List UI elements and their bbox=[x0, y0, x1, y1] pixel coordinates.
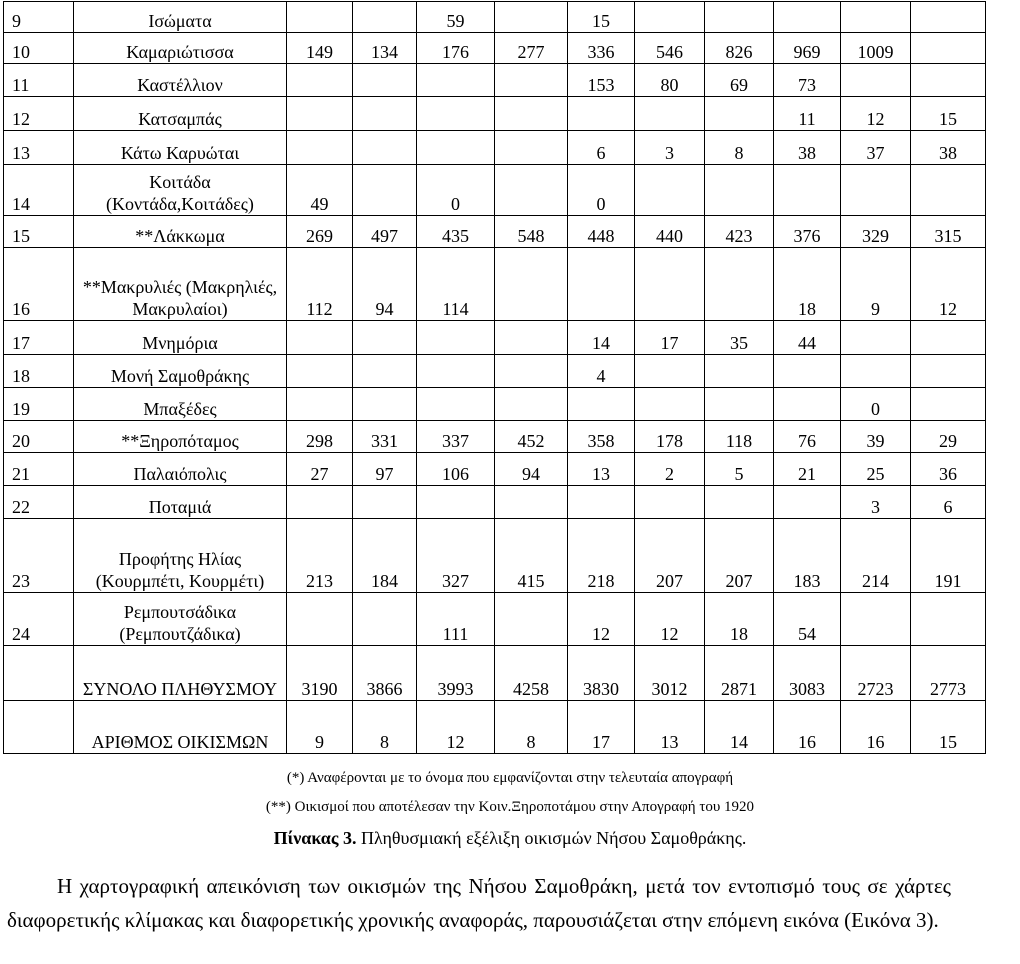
census-value bbox=[841, 321, 911, 355]
census-value bbox=[495, 165, 568, 216]
census-value bbox=[287, 97, 353, 131]
census-value: 6 bbox=[911, 486, 986, 519]
table-row bbox=[4, 165, 986, 216]
census-value: 134 bbox=[353, 33, 417, 64]
row-number: 10 bbox=[4, 33, 74, 64]
census-value bbox=[417, 64, 495, 97]
table-row bbox=[4, 97, 986, 131]
census-value bbox=[635, 248, 705, 321]
census-value: 218 bbox=[568, 519, 635, 593]
census-value bbox=[353, 131, 417, 165]
footnote-community: (**) Οικισμοί που αποτέλεσαν την Κοιν.Ξηροποτάμου στην Απογραφή του 1920 bbox=[265, 799, 755, 815]
census-value: 12 bbox=[568, 593, 635, 646]
census-value bbox=[287, 486, 353, 519]
census-value: 358 bbox=[568, 421, 635, 453]
table-row bbox=[4, 321, 986, 355]
census-value: 207 bbox=[635, 519, 705, 593]
census-value bbox=[841, 355, 911, 388]
census-value: 2 bbox=[635, 453, 705, 486]
census-value: 11 bbox=[774, 97, 841, 131]
row-number: 22 bbox=[4, 486, 74, 519]
census-value: 376 bbox=[774, 216, 841, 248]
table-row bbox=[4, 2, 986, 33]
census-value: 29 bbox=[911, 421, 986, 453]
table-row bbox=[4, 646, 986, 701]
census-value bbox=[287, 64, 353, 97]
settlement-name: Παλαιόπολις bbox=[74, 453, 287, 486]
census-value: 153 bbox=[568, 64, 635, 97]
census-value bbox=[705, 486, 774, 519]
row-number: 14 bbox=[4, 165, 74, 216]
row-number: 13 bbox=[4, 131, 74, 165]
row-number: 15 bbox=[4, 216, 74, 248]
table-row bbox=[4, 131, 986, 165]
census-value: 14 bbox=[568, 321, 635, 355]
body-paragraph: Η χαρτογραφική απεικόνιση των οικισμών της Νήσου Σαμοθράκη, μετά τον εντοπισμό τους σε χάρτες διαφορετικής κλίμακας και διαφορετικής χρονικής αναφοράς, παρουσιάζεται στην επόμενη εικόνα (Εικόνα 3). bbox=[7, 874, 951, 932]
census-value bbox=[911, 321, 986, 355]
census-value bbox=[287, 131, 353, 165]
census-value: 114 bbox=[417, 248, 495, 321]
table-row bbox=[4, 388, 986, 421]
census-value: 3830 bbox=[568, 646, 635, 701]
census-value bbox=[495, 131, 568, 165]
census-value bbox=[353, 321, 417, 355]
census-value: 298 bbox=[287, 421, 353, 453]
table-row bbox=[4, 701, 986, 754]
census-value bbox=[495, 486, 568, 519]
census-value bbox=[287, 593, 353, 646]
census-value: 0 bbox=[841, 388, 911, 421]
census-value bbox=[774, 388, 841, 421]
settlement-name: Κατσαμπάς bbox=[74, 97, 287, 131]
table-body bbox=[4, 2, 986, 754]
census-value: 38 bbox=[911, 131, 986, 165]
census-value: 448 bbox=[568, 216, 635, 248]
census-value: 13 bbox=[568, 453, 635, 486]
census-value bbox=[417, 388, 495, 421]
census-value: 17 bbox=[568, 701, 635, 754]
row-number bbox=[4, 646, 74, 701]
census-value: 36 bbox=[911, 453, 986, 486]
census-value: 269 bbox=[287, 216, 353, 248]
census-value bbox=[635, 2, 705, 33]
census-value: 337 bbox=[417, 421, 495, 453]
row-number: 9 bbox=[4, 2, 74, 33]
census-value bbox=[774, 486, 841, 519]
row-number: 17 bbox=[4, 321, 74, 355]
census-value: 12 bbox=[841, 97, 911, 131]
census-value bbox=[353, 97, 417, 131]
census-value bbox=[911, 33, 986, 64]
census-value: 336 bbox=[568, 33, 635, 64]
settlement-name: **Λάκκωμα bbox=[74, 216, 287, 248]
settlement-name: Μπαξέδες bbox=[74, 388, 287, 421]
census-value: 3 bbox=[635, 131, 705, 165]
row-number: 18 bbox=[4, 355, 74, 388]
census-value: 546 bbox=[635, 33, 705, 64]
table-row bbox=[4, 593, 986, 646]
census-value: 15 bbox=[568, 2, 635, 33]
census-value: 8 bbox=[705, 131, 774, 165]
census-value: 4258 bbox=[495, 646, 568, 701]
settlement-name: Μονή Σαμοθράκης bbox=[74, 355, 287, 388]
census-value: 54 bbox=[774, 593, 841, 646]
census-value bbox=[841, 64, 911, 97]
census-value: 8 bbox=[353, 701, 417, 754]
census-value: 331 bbox=[353, 421, 417, 453]
census-value: 118 bbox=[705, 421, 774, 453]
census-value bbox=[495, 321, 568, 355]
census-value bbox=[495, 248, 568, 321]
census-value bbox=[417, 321, 495, 355]
settlement-name: ΑΡΙΘΜΟΣ ΟΙΚΙΣΜΩΝ bbox=[74, 701, 287, 754]
census-value bbox=[774, 165, 841, 216]
table-row bbox=[4, 486, 986, 519]
settlement-name: Καμαριώτισσα bbox=[74, 33, 287, 64]
table-row bbox=[4, 355, 986, 388]
census-value bbox=[287, 388, 353, 421]
census-value bbox=[417, 97, 495, 131]
census-value: 423 bbox=[705, 216, 774, 248]
census-value: 0 bbox=[417, 165, 495, 216]
census-value bbox=[911, 388, 986, 421]
census-value bbox=[705, 2, 774, 33]
census-value: 12 bbox=[911, 248, 986, 321]
census-value: 2723 bbox=[841, 646, 911, 701]
census-value: 12 bbox=[635, 593, 705, 646]
census-value: 415 bbox=[495, 519, 568, 593]
census-value bbox=[841, 165, 911, 216]
row-number bbox=[4, 701, 74, 754]
census-value bbox=[705, 388, 774, 421]
census-value bbox=[287, 355, 353, 388]
census-value: 969 bbox=[774, 33, 841, 64]
census-value: 73 bbox=[774, 64, 841, 97]
census-value: 9 bbox=[287, 701, 353, 754]
row-number: 19 bbox=[4, 388, 74, 421]
census-value: 3993 bbox=[417, 646, 495, 701]
census-value: 18 bbox=[774, 248, 841, 321]
census-value bbox=[774, 2, 841, 33]
census-value: 9 bbox=[841, 248, 911, 321]
census-value: 6 bbox=[568, 131, 635, 165]
table-row bbox=[4, 33, 986, 64]
row-number: 12 bbox=[4, 97, 74, 131]
census-value bbox=[705, 355, 774, 388]
census-value: 111 bbox=[417, 593, 495, 646]
census-value: 15 bbox=[911, 701, 986, 754]
census-value bbox=[841, 2, 911, 33]
census-value: 315 bbox=[911, 216, 986, 248]
census-value bbox=[495, 64, 568, 97]
census-value: 12 bbox=[417, 701, 495, 754]
census-value bbox=[705, 165, 774, 216]
census-value bbox=[911, 165, 986, 216]
census-value bbox=[495, 97, 568, 131]
census-value bbox=[353, 355, 417, 388]
census-value: 44 bbox=[774, 321, 841, 355]
census-value: 76 bbox=[774, 421, 841, 453]
census-value: 5 bbox=[705, 453, 774, 486]
census-value: 25 bbox=[841, 453, 911, 486]
census-value bbox=[353, 388, 417, 421]
census-value bbox=[495, 355, 568, 388]
census-value: 3 bbox=[841, 486, 911, 519]
census-value: 440 bbox=[635, 216, 705, 248]
census-value bbox=[705, 97, 774, 131]
census-value: 2773 bbox=[911, 646, 986, 701]
census-value bbox=[911, 64, 986, 97]
table-row bbox=[4, 216, 986, 248]
census-value: 497 bbox=[353, 216, 417, 248]
census-value bbox=[495, 2, 568, 33]
census-value: 3012 bbox=[635, 646, 705, 701]
population-table bbox=[3, 1, 986, 754]
census-value: 191 bbox=[911, 519, 986, 593]
table-row bbox=[4, 64, 986, 97]
census-value: 94 bbox=[353, 248, 417, 321]
census-value: 548 bbox=[495, 216, 568, 248]
census-value bbox=[841, 593, 911, 646]
row-number: 21 bbox=[4, 453, 74, 486]
census-value bbox=[568, 486, 635, 519]
row-number: 11 bbox=[4, 64, 74, 97]
settlement-name: Ισώματα bbox=[74, 2, 287, 33]
census-value bbox=[417, 131, 495, 165]
census-value bbox=[353, 593, 417, 646]
caption-text: Πληθυσμιακή εξέλιξη οικισμών Νήσου Σαμοθράκης. bbox=[356, 828, 747, 848]
census-value: 213 bbox=[287, 519, 353, 593]
census-value: 21 bbox=[774, 453, 841, 486]
census-value: 4 bbox=[568, 355, 635, 388]
settlement-name: Ποταμιά bbox=[74, 486, 287, 519]
census-value: 106 bbox=[417, 453, 495, 486]
census-value: 37 bbox=[841, 131, 911, 165]
table-row bbox=[4, 248, 986, 321]
census-value bbox=[353, 64, 417, 97]
census-value: 49 bbox=[287, 165, 353, 216]
census-value: 3190 bbox=[287, 646, 353, 701]
census-value: 327 bbox=[417, 519, 495, 593]
census-value: 15 bbox=[911, 97, 986, 131]
footnote-renamed: (*) Αναφέρονται με το όνομα που εμφανίζονται στην τελευταία απογραφή bbox=[286, 770, 734, 786]
row-number: 23 bbox=[4, 519, 74, 593]
census-value: 8 bbox=[495, 701, 568, 754]
census-value bbox=[495, 388, 568, 421]
census-value: 38 bbox=[774, 131, 841, 165]
census-value bbox=[353, 165, 417, 216]
census-value: 176 bbox=[417, 33, 495, 64]
census-value: 178 bbox=[635, 421, 705, 453]
settlement-name: Καστέλλιον bbox=[74, 64, 287, 97]
census-value: 39 bbox=[841, 421, 911, 453]
census-value bbox=[635, 165, 705, 216]
census-value: 27 bbox=[287, 453, 353, 486]
settlement-name: **Ξηροπόταμος bbox=[74, 421, 287, 453]
census-value: 329 bbox=[841, 216, 911, 248]
census-value bbox=[417, 486, 495, 519]
census-value: 0 bbox=[568, 165, 635, 216]
settlement-name: Μνημόρια bbox=[74, 321, 287, 355]
census-value: 3083 bbox=[774, 646, 841, 701]
census-value: 3866 bbox=[353, 646, 417, 701]
settlement-name: Κοιτάδα (Κοντάδα,Κοιτάδες) bbox=[74, 165, 287, 216]
census-value bbox=[911, 593, 986, 646]
census-value: 183 bbox=[774, 519, 841, 593]
census-value: 80 bbox=[635, 64, 705, 97]
census-value: 17 bbox=[635, 321, 705, 355]
census-value bbox=[635, 355, 705, 388]
settlement-name: Κάτω Καρυώται bbox=[74, 131, 287, 165]
settlement-name: ΣΥΝΟΛΟ ΠΛΗΘΥΣΜΟΥ bbox=[74, 646, 287, 701]
table-row bbox=[4, 519, 986, 593]
settlement-name: **Μακρυλιές (Μακρηλιές, Μακρυλαίοι) bbox=[74, 248, 287, 321]
row-number: 24 bbox=[4, 593, 74, 646]
census-value bbox=[911, 355, 986, 388]
census-value bbox=[774, 355, 841, 388]
census-value: 277 bbox=[495, 33, 568, 64]
census-value bbox=[417, 355, 495, 388]
census-value: 35 bbox=[705, 321, 774, 355]
census-value: 2871 bbox=[705, 646, 774, 701]
census-value bbox=[705, 248, 774, 321]
census-value bbox=[568, 248, 635, 321]
table-caption bbox=[0, 825, 1020, 851]
caption-label: Πίνακας 3. bbox=[273, 828, 357, 848]
census-value: 112 bbox=[287, 248, 353, 321]
census-value: 452 bbox=[495, 421, 568, 453]
census-value: 16 bbox=[774, 701, 841, 754]
row-number: 16 bbox=[4, 248, 74, 321]
census-value bbox=[568, 388, 635, 421]
census-value bbox=[287, 2, 353, 33]
census-value: 59 bbox=[417, 2, 495, 33]
settlement-name: Προφήτης Ηλίας (Κουρμπέτι, Κουρμέτι) bbox=[74, 519, 287, 593]
settlement-name: Ρεμπουτσάδικα (Ρεμπουτζάδικα) bbox=[74, 593, 287, 646]
census-value: 435 bbox=[417, 216, 495, 248]
census-value bbox=[911, 2, 986, 33]
table-row bbox=[4, 421, 986, 453]
census-value bbox=[568, 97, 635, 131]
census-value: 18 bbox=[705, 593, 774, 646]
census-value bbox=[287, 321, 353, 355]
table-row bbox=[4, 453, 986, 486]
census-value: 184 bbox=[353, 519, 417, 593]
census-value bbox=[353, 486, 417, 519]
census-value: 1009 bbox=[841, 33, 911, 64]
census-value: 826 bbox=[705, 33, 774, 64]
census-value: 97 bbox=[353, 453, 417, 486]
census-value bbox=[353, 2, 417, 33]
census-value: 214 bbox=[841, 519, 911, 593]
census-value bbox=[495, 593, 568, 646]
census-value: 16 bbox=[841, 701, 911, 754]
census-value: 207 bbox=[705, 519, 774, 593]
census-value: 14 bbox=[705, 701, 774, 754]
census-value: 149 bbox=[287, 33, 353, 64]
row-number: 20 bbox=[4, 421, 74, 453]
census-value bbox=[635, 97, 705, 131]
census-value bbox=[635, 388, 705, 421]
table-notes bbox=[0, 764, 1020, 822]
census-value: 94 bbox=[495, 453, 568, 486]
census-value: 69 bbox=[705, 64, 774, 97]
census-value: 13 bbox=[635, 701, 705, 754]
census-value bbox=[635, 486, 705, 519]
